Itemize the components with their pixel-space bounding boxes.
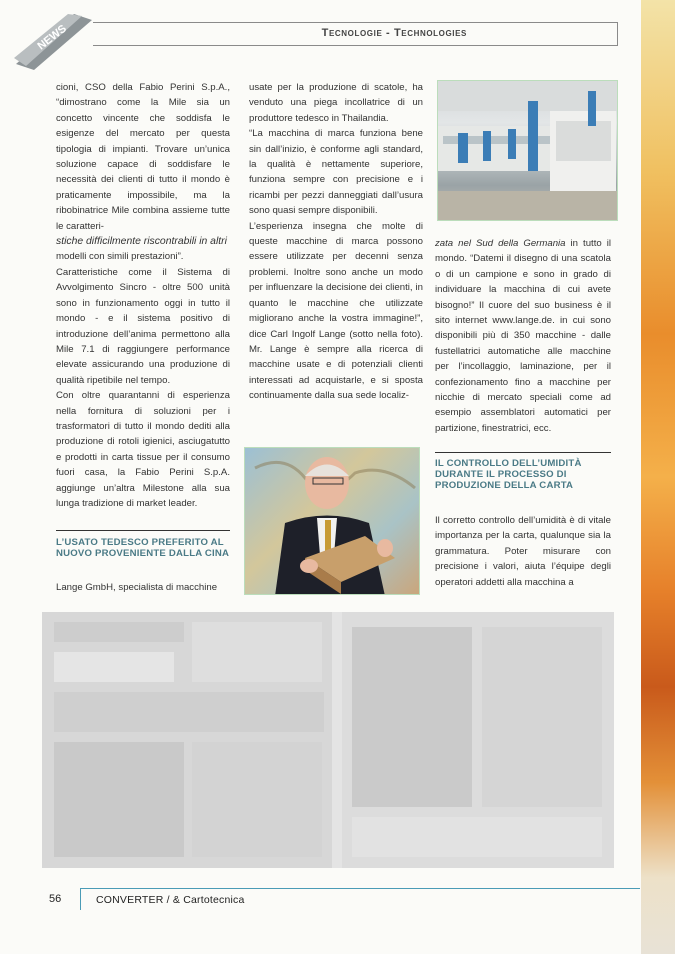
subhead-used-german: L’USATO TEDESCO PREFERITO AL NUOVO PROVENIENTE DALLA CINA xyxy=(56,537,230,559)
col1-paragraph-3: Con oltre quarantanni di esperienza nella fornitura di soluzioni per i trasformatori di tutto il mondo dediti alla produzione di rotoli igienici, asciugatutto e prodotti in carta tissue per il consumo fuori casa, la Fabio Perini S.p.A. aggiunge un’altra Milestone alla sua lunga tradizione di market leader. xyxy=(56,390,230,509)
col2-paragraph-2: “La macchina di marca funziona bene sin dall’inizio, è conforme agli standard, la qualità è nettamente superiore, funziona sempre con precisione e i ricambi per pezzi danneggiati dall’usura sono quasi sempre disponibili. xyxy=(249,128,423,217)
col1-paragraph-1-end: modelli con simili prestazioni”. xyxy=(56,251,184,263)
col2-paragraph-3: L’esperienza insegna che molte di queste macchine di marca possono essere utilizzate per decenni senza problemi. Inoltre sono anche un modo per influenzare la decisione dei clienti, in quanto le macchine che utilizzate migliorano anche la vostra immagine!”, dice Carl Ingolf Lange (sotto nella foto). Mr. Lange è sempre alla ricerca di macchine usate e di potenziali clienti interessati ad acquistarle, e si sposta continuamente dalla sua sede localiz- xyxy=(249,220,423,402)
pixelated-advertisement xyxy=(42,612,614,868)
news-badge-label: NEWS xyxy=(35,22,69,53)
col3-paragraph-2: Il corretto controllo dell’umidità è di vitale importanza per la carta, qualunque sia la grammatura. Poter misurare con precisione i valori, aiuta l’équipe degli operatori addetti alla macchina a xyxy=(435,515,611,588)
subhead-humidity: IL CONTROLLO DELL’UMIDITÀ DURANTE IL PROCESSO DI PRODUZIONE DELLA CARTA xyxy=(435,458,582,491)
adjacent-page-edge xyxy=(641,0,675,954)
magazine-name: CONVERTER / & Cartotecnica xyxy=(96,894,245,906)
col1-paragraph-1-italic: stiche difficilmente riscontrabili in altri xyxy=(56,236,227,248)
article-column-2 xyxy=(249,80,423,404)
portrait-photo xyxy=(244,447,420,595)
news-corner-badge xyxy=(12,14,92,70)
col3-italic-lead: zata nel Sud della Germania xyxy=(435,238,566,249)
subhead-rule-1 xyxy=(56,530,230,531)
page-number: 56 xyxy=(49,893,62,905)
subhead-rule-2 xyxy=(435,452,611,453)
section-title: Tecnologie - Technologies xyxy=(321,27,467,39)
footer-divider xyxy=(80,888,81,910)
machine-photo xyxy=(437,80,618,221)
article-column-3 xyxy=(435,236,611,436)
col2-paragraph-1: usate per la produzione di scatole, ha venduto una piega incollatrice di un produttore tedesco in Thailandia. xyxy=(249,82,423,124)
footer-rule xyxy=(80,888,640,889)
col1-paragraph-4: Lange GmbH, specialista di macchine xyxy=(56,582,218,593)
col1-paragraph-1: cioni, CSO della Fabio Perini S.p.A., “dimostrano come la Mile sia un concetto vincente che soddisfa le esigenze del mercato per questa tipologia di impianti. Trovare un’unica soluzione capace di soddisfare le necessità dei clienti di tutto il mondo è praticamente impossibile, ma la ribobinatrice Mile combina assieme tutte le caratteri- xyxy=(56,82,230,232)
article-column-1 xyxy=(56,80,230,511)
col3-paragraph-1: in tutto il mondo. “Datemi il disegno di una scatola o di un campione e sono in grado di individuare la macchina di cui avete bisogno!” Il cuore del suo business è il sito internet www.lange.de. in cui sono disponibili più di 350 macchine - dalle fustellatrici automatiche alle macchine per l’incollaggio, laminazione, per il confezionamento fino a macchine per nicchie di mercato speciali come ad esempio assemblatori automatici per partizione, finestratrici, ecc. xyxy=(435,238,611,434)
col1-paragraph-2: Caratteristiche come il Sistema di Avvolgimento Sincro - oltre 500 unità sono in funzionamento oggi in tutto il mondo - e il sistema positivo di introduzione dell’anima permettono alla Mile 7.1 di raggiungere performance elevate assicurando una produzione di qualità ripetibile nel tempo. xyxy=(56,266,230,386)
